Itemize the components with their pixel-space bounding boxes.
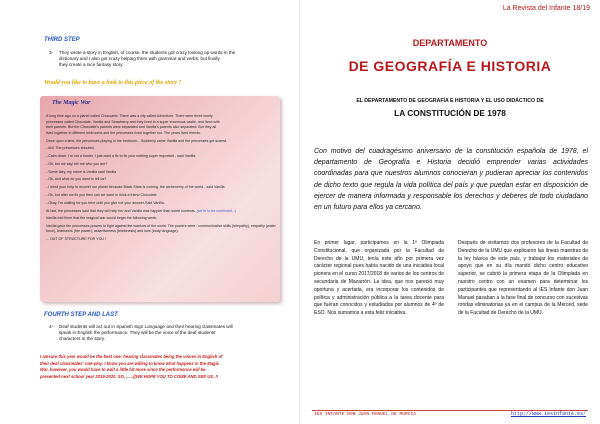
third-step-number: 3- (49, 50, 54, 55)
footer-url-link[interactable]: http://www.iesinfante.es/ (510, 411, 586, 417)
third-step-title: THIRD STEP (44, 37, 80, 43)
article-title: LA CONSTITUCIÓN DE 1978 (394, 108, 506, 118)
story-paragraph: - Some fairy, my name is Vanilla said Vanilla (46, 169, 117, 174)
story-paragraph: - Ok, and what do you want to tell us? (46, 177, 107, 182)
final-note-line: War, however, you would have to wait a little bit more since the performance will be (40, 367, 206, 373)
fourth-step-line: characters in the story. (59, 336, 106, 342)
fourth-step-title: FOURTH STEP AND LAST (44, 312, 118, 318)
story-paragraph: - Ah!! The princesses shouted. (46, 146, 95, 151)
department-label: DEPARTAMENTO (412, 38, 488, 48)
fourth-step-item (49, 324, 283, 343)
story-paragraph: - Calm down, I'm not a hunter, I just want a fix to fix your nothing super important - said Vanilla. (46, 154, 197, 159)
story-paragraph: - Oh, but we say! tell me who you are? (46, 161, 108, 166)
story-paragraph: - I need your help to recover our planet because Black Stars is coming, the archenemy of the world - said Vanilla (46, 185, 225, 190)
story-paragraph: princesses called Chocolate, Vanilla and Strawberry and they lived in a super enormous castle, and lived with (46, 119, 220, 124)
story-question: Would you like to have a look to this piece of the story ? (44, 80, 182, 86)
article-subtitle: EL DEPARTAMENTO DE GEOGRAFÍA E HISTORIA Y EL USO DIDÁCTICO DE (356, 98, 544, 104)
magazine-header: La Revista del Infante 18/19 (502, 5, 590, 12)
fourth-step-line: Deaf students will act out in Spanish Sign Language and their hearing classmates will (59, 324, 233, 329)
story-title: The Magic War (52, 100, 91, 106)
story-paragraph-text: At last, the princesses said that they will help her and Vanilla was happier than some contests. (46, 208, 196, 213)
third-step-item (49, 50, 283, 69)
article-intro: Con motivo del cuadragésimo aniversario de la constitución española de 1978, el departamento de Geografía e Historia decidió emprender varias actividades coordinadas para que nuestros alumnos conocieran y pudieran apreciar los contenidos de dicho texto que regula la vida política del país y que puedan estar en disposición de ejercer de manera informada y responsable los derechos y deberes de todo ciudadano en un futuro para ellos ya cercano. (314, 148, 588, 212)
fourth-step-number: 4- (49, 324, 54, 329)
story-paragraph: - Ok, but after we fix you then can we want to think a friend Chocolate (46, 193, 157, 198)
third-step-line: dictionary and I also got crazy helping them with grammar and verbs, but finally (59, 56, 220, 62)
final-note-line: presented next school year 2019-2020. SO, ......((WE HOPE YOU TO COME AND SEE US. !! (40, 373, 219, 379)
final-note-line: I amsure this year would be the best one: hearing classmates being the voices in English of (40, 354, 223, 359)
story-paragraph: A long time ago on a planet called Chocoarte. There was a city called Adventure. There were three lovely (46, 114, 213, 118)
story-paragraph: Once upon a time, the princesses playing in the bedroom... Suddenly came Vanilla and the princesses got scared. (46, 138, 228, 143)
story-paragraph: Vanilla told them that the magical war would begin the following week. (46, 216, 158, 221)
fourth-step-line: speak in English the performance. They will be the voice of the deaf students' (59, 330, 217, 336)
third-step-line: They wrote a story in English, of course, the students got crazy looking up words in the (59, 50, 236, 55)
department-title: DE GEOGRAFÍA E HISTORIA (348, 58, 552, 74)
article-column-left: En primer lugar, participamos en la 1ª Olimpiada Constitucional, que organizada por la Facultad de Derecho de la UMU, tenía este año por primera vez carácter regional pues había nacido de una iniciativa local pionera en el curso 2017/2018 de varios de los centros de secundaria de Mazarrón. La idea, que nos pareció muy oportuna y acertada, era incorporar los contenidos de política y administración pública a la tarea docente para que fueran conocidos y estudiados por alumnos de 4º de ESO. Nos sumamos a esta feliz iniciativa. (314, 240, 444, 317)
article-column-right: Después de visitarnos dos profesores de la Facultad de Derecho de la UMU que explicaron las líneas maestras de la ley básica de este país, y trabajar los materiales de apoyo que en su día mandó dicho centro educativo superior, se cubrió la primera etapa de la Olimpiada en nuestro centro con un examen para determinar los participantes que representando al IES Infante don Juan Manuel pasaban a la fase final de concurso con sucesivas rondas eliminatorias ya en el campus de la Merced, sede de la Facultad de Derecho de la UMU. (458, 240, 588, 317)
third-step-line: they create a nice fantasy story. (59, 62, 124, 68)
story-paragraph (46, 209, 276, 214)
story-paragraph: Vanilla gave the princesses powers to fight against the warriors of the world. The powers were : communicative skills (telepathy), empathy (water force), teamwork (fire power), assertiveness (telekinesis) and love (body language). (46, 224, 276, 233)
story-box (40, 96, 280, 302)
story-paragraph: their parents. But the Chocolate's parents were separated and Vanilla's parents also separated. But they all (46, 125, 217, 130)
final-note-line: their deaf classmates' role-play. I know you are willing to know what happens in the Magic (40, 360, 220, 366)
final-note (40, 354, 284, 380)
story-paragraph: lived together in different bedrooms and the princesses lived together too. The years lived friends. (46, 130, 202, 135)
footer-school: IES INFANTE DON JUAN MANUEL DE MURCIA (314, 412, 416, 417)
story-continued-note: (we're to be continued...) (196, 208, 237, 213)
story-paragraph: - Okay, I'm waiting for you here until you give me your answer-Said Vanilla. (46, 200, 165, 205)
story-end-note: ... OUT OF STRUCTURE FOR YOU ! (46, 236, 106, 241)
story-text (46, 114, 276, 244)
